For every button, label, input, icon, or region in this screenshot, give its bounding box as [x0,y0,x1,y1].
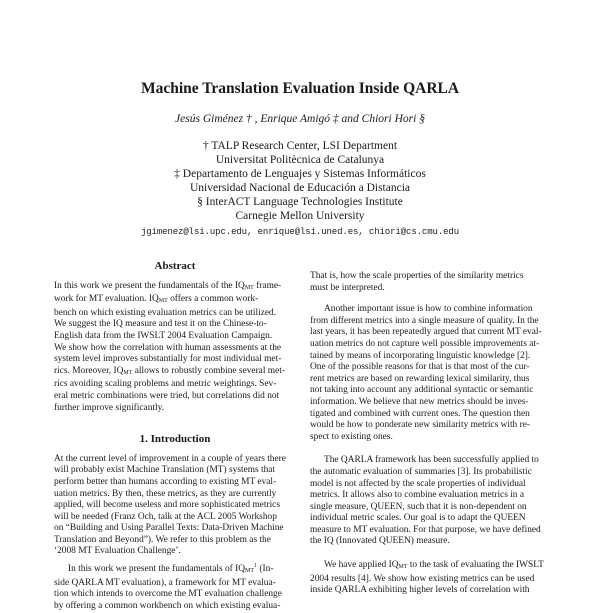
author-emails: jgimenez@lsi.upc.edu, enrique@lsi.uned.es, chiori@cs.cmu.edu [140,227,460,237]
affiliation-line: Universidad Nacional de Educación a Distancia [189,182,410,194]
abstract-text: In this work we present the fundamentals of the IQMT frame- work for MT evaluation. IQMT offers a common work- bench on which existing evaluation metrics can be utilized. We suggest the IQ measure and test it on the Chinese-to- English data from the IWSLT 2004 Evaluation Campaign. We show how the correlation with human assessments at the system level improves substantially for most individual met- rics. Moreover, IQMT allows to robustly combine several met- rics avoiding scaling problems and metric weightings. Sev- eral metric combinations were tried, but correlations did not further improve significantly. [54,280,285,413]
introduction-heading: 1. Introduction [139,433,211,446]
affiliations [0,139,600,223]
left-column [54,261,296,613]
intro-paragraph-1: At the current level of improvement in a couple of years there will probably exist Machine Translation (MT) systems that perform better than humans according to existing MT eval- uation metrics. By then, these metrics, as they are currently applied, will become useless and more sophisticated metrics will be needed (Franz Och, talk at the ACL 2005 Workshop on “Building and Using Parallel Texts: Data-Driven Machine Translation and Beyond”). We refer to this problem as the ‘2008 MT Evaluation Challenge’. [54,453,286,557]
right-paragraph-3: The QARLA framework has been successfully applied to the automatic evaluation of summaries [3]. Its probabilistic model is not affected by the scale properties of individual metrics. It allows also to combine evaluation metrics in a single measure, QUEEN, such that it is non-dependent on individual metric scales. Our goal is to adapt the QUEEN measure to MT evaluation. For that purpose, we have defined the IQ (Innovated QUEEN) measure. [310,455,541,547]
abstract-heading: Abstract [154,260,196,272]
author-list: Jesús Giménez † , Enrique Amigó ‡ and Chiori Hori § [175,113,425,125]
right-paragraph-1: That is, how the scale properties of the similarity metrics must be interpreted. [310,271,524,293]
paper-title: Machine Translation Evaluation Inside QARLA [140,80,460,97]
affiliation-line: Carnegie Mellon University [235,210,365,222]
affiliation-line: † TALP Research Center, LSI Department [202,140,398,152]
right-column [310,261,552,597]
affiliation-line: ‡ Departamento de Lenguajes y Sistemas Informáticos [174,168,426,180]
intro-paragraph-2: In this work we present the fundamentals of IQMT$^1$ (In- side QARLA MT evaluation), a framework for MT evalua- tion which intends to overcome the MT evaluation challenge by offering a common workbench on which existing evalua- [54,563,282,611]
right-paragraph-4: We have applied IQMT to the task of evaluating the IWSLT 2004 results [4]. We show how existing metrics can be used inside QARLA exhibiting higher levels of correlation with [310,560,544,596]
right-paragraph-2: Another important issue is how to combine information from different metrics into a single measure of quality. In the last years, it has been repeatedly argued that current MT eval- uation metrics do not capture well possible improvements at- tained by means of incorporating linguistic knowledge [2]. One of the possible reasons for that is that most of the cur- rent metrics are based on rewarding lexical similarity, thus not taking into account any additional syntactic or semantic information. We believe that new metrics should be inves- tigated and combined with current ones. The question then would be how to ponderate new similarity metrics with re- spect to existing ones. [310,304,542,442]
affiliation-line: Universitat Politècnica de Catalunya [215,154,385,166]
affiliation-line: § InterACT Language Technologies Institute [197,196,403,208]
